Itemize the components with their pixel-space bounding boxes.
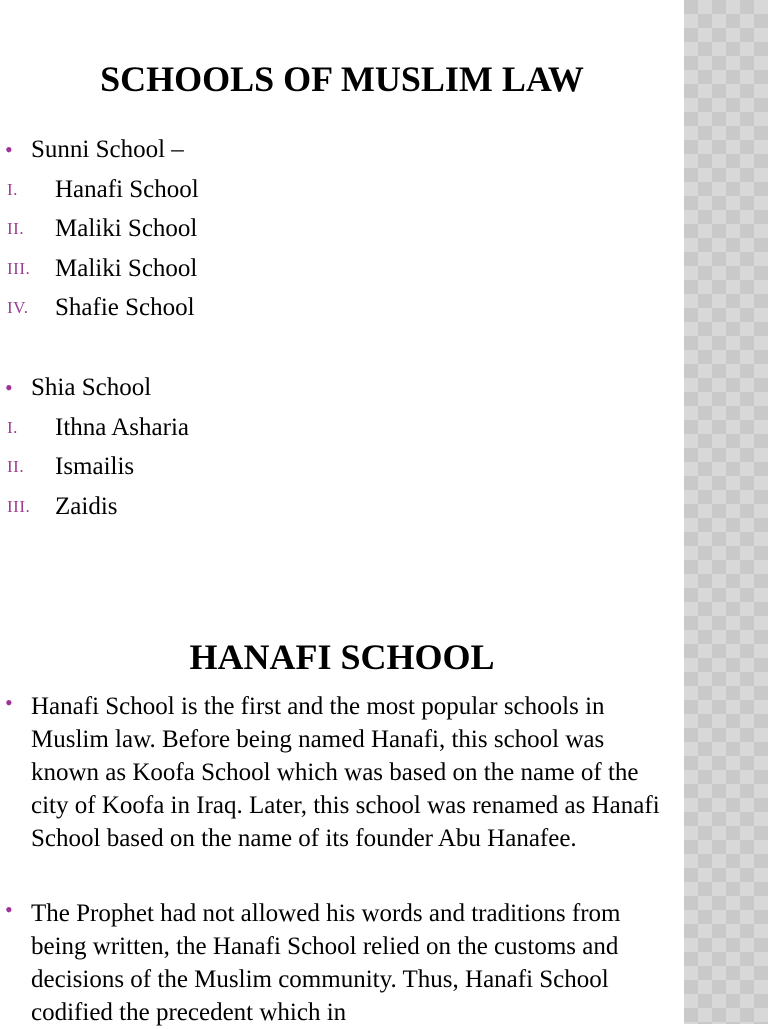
list-numeral: II. — [7, 219, 25, 238]
list-item-text: Ismailis — [55, 453, 135, 480]
slide-title: SCHOOLS OF MUSLIM LAW — [100, 59, 584, 99]
bullet-dot-icon: • — [5, 897, 13, 922]
bullet-label: Sunni School – — [31, 136, 184, 163]
slide-schools-of-muslim-law — [0, 0, 684, 560]
bullet-dot-icon: • — [5, 137, 13, 162]
list-numeral: III. — [7, 259, 31, 278]
list-item-text: Zaidis — [55, 493, 118, 520]
list-numeral: I. — [7, 180, 18, 199]
list-numeral: III. — [7, 497, 31, 516]
paragraph: The Prophet had not allowed his words and traditions from being written, the Hanafi School relied on the customs and decisions of the Muslim community. Thus, Hanafi School codified the precedent which in — [31, 900, 621, 1026]
list-item-text: Maliki School — [55, 215, 198, 242]
slide-hanafi-school — [0, 560, 684, 1024]
list-item-text: Shafie School — [55, 294, 195, 321]
paragraph: Hanafi School is the first and the most popular schools in Muslim law. Before being named Hanafi, this school was known as Koofa School which was based on the name of the city of Koofa in Iraq. Later, this school was renamed as Hanafi School based on the name of its founder Abu Hanafee. — [31, 693, 660, 852]
slide-title: HANAFI SCHOOL — [189, 637, 495, 677]
list-numeral: IV. — [7, 298, 29, 317]
bullet-dot-icon: • — [5, 375, 13, 400]
bullet-label: Shia School — [31, 374, 152, 401]
list-item-text: Ithna Asharia — [55, 414, 189, 441]
list-item-text: Hanafi School — [55, 176, 199, 203]
decorative-side-pattern — [684, 0, 768, 1024]
list-numeral: II. — [7, 457, 25, 476]
list-item-text: Maliki School — [55, 255, 198, 282]
bullet-dot-icon: • — [5, 690, 13, 715]
list-numeral: I. — [7, 418, 18, 437]
